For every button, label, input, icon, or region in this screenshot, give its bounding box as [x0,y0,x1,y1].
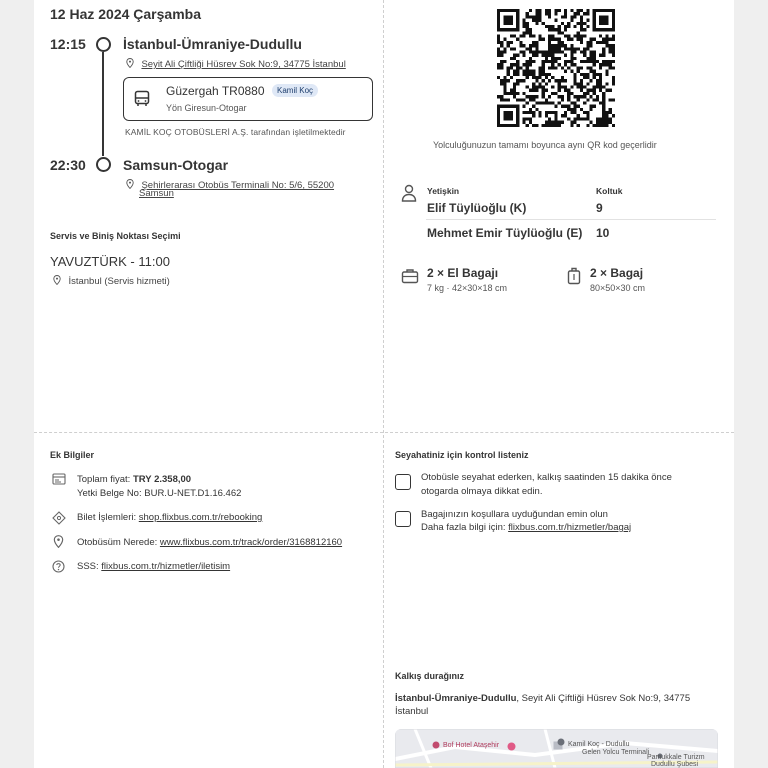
bus-icon [134,90,150,108]
operator-badge: Kamil Koç [272,84,318,97]
map-label-hotel: Bof Hotel Ataşehir [443,742,500,749]
person-icon [401,184,417,202]
route-direction: Yön Giresun-Otogar [166,103,247,113]
price-label: Toplam fiyat: [77,474,131,485]
help-icon [52,560,65,573]
service-title: Servis ve Biniş Noktası Seçimi [50,231,181,241]
map-label-pamukkale-branch: Dudullu Şubesi [651,761,699,768]
map-label-pamukkale: Pamukkale Turizm [647,754,705,761]
horizontal-divider [34,432,734,433]
departure-stop-name: İstanbul-Ümraniye-Dudullu [123,36,302,52]
passenger-header: Yetişkin [427,186,460,196]
baggage-info-link[interactable]: flixbus.com.tr/hizmetler/bagaj [508,522,632,533]
timeline-line [102,52,104,156]
hold-luggage-spec: 80×50×30 cm [590,283,646,293]
passenger-row-divider [426,219,716,220]
qr-code [497,9,615,127]
service-location: İstanbul (Servis hizmeti) [68,276,170,287]
hand-luggage-title: 2 × El Bagajı [427,266,499,280]
departure-address-row[interactable] [126,54,346,72]
passenger-name: Mehmet Emir Tüylüoğlu (E) [427,226,583,240]
passenger-name: Elif Tüylüoğlu (K) [427,201,527,215]
map-label-kamil: Kamil Koç - Dudullu [568,741,630,748]
operator-text: KAMİL KOÇ OTOBÜSLERİ A.Ş. tarafından işletilmektedir [125,127,346,137]
passenger-seat: 9 [596,201,603,215]
departure-dot [96,37,111,52]
trip-date: 12 Haz 2024 Çarşamba [50,6,201,22]
route-code: Güzergah TR0880 [166,84,265,98]
suitcase-icon [567,267,581,285]
checklist-title: Seyahatiniz için kontrol listeniz [395,450,529,460]
checklist-item-baggage-line1: Bagajınızın koşullara uyduğundan emin olun [421,509,608,520]
faq-row [77,561,230,572]
arrival-address-line1: Şehirlerarası Otobüs Terminali No: 5/6, 55200 [141,180,335,191]
faq-link[interactable]: flixbus.com.tr/hizmetler/iletisim [101,561,231,572]
hand-luggage-icon [401,268,419,284]
rebooking-link[interactable]: shop.flixbus.com.tr/rebooking [138,512,263,523]
hotel-pin-icon[interactable] [507,742,516,752]
license-number: Yetki Belge No: BUR.U-NET.D1.16.462 [77,488,242,499]
track-label: Otobüsüm Nerede: [77,537,158,548]
track-row [77,537,342,548]
hotel-marker-icon[interactable] [432,741,440,749]
faq-label: SSS: [77,561,99,572]
extra-info-title: Ek Bilgiler [50,450,95,460]
ticket-sheet [34,0,734,768]
arrival-dot [96,157,111,172]
checklist-checkbox-baggage[interactable] [395,511,411,527]
bus-stop-marker-icon[interactable] [557,738,565,746]
track-link[interactable]: www.flixbus.com.tr/track/order/3168812160 [159,537,343,548]
ticket-label: Bilet İşlemleri: [77,512,137,523]
pin-icon [53,275,61,285]
checklist-checkbox-arrival[interactable] [395,474,411,490]
checklist-item-baggage-line2 [421,522,631,533]
departure-stop-address-rest: , Seyit Ali Çiftliği Hüsrev Sok No:9, 34775 [516,693,691,704]
hand-luggage-spec: 7 kg · 42×30×18 cm [427,283,508,293]
qr-caption: Yolculuğunuzun tamamı boyunca aynı QR kod geçerlidir [433,140,657,150]
checklist-item-arrival-line2: otogarda olmaya dikkat edin. [421,486,543,497]
pin-icon [53,535,64,548]
arrival-time: 22:30 [50,157,86,173]
arrival-address-line2[interactable]: Samsun [139,188,174,199]
seat-header: Koltuk [596,186,623,196]
price-icon [52,473,66,485]
ticket-icon [52,511,66,525]
hold-luggage-title: 2 × Bagaj [590,266,644,280]
arrival-stop-name: Samsun-Otogar [123,157,229,173]
map-label-kamil-terminal: Gelen Yolcu Terminali [582,749,650,756]
price-row [77,474,191,485]
passenger-seat: 10 [596,226,610,240]
ticket-row [77,512,262,523]
pin-icon [126,179,134,189]
vertical-divider [383,0,384,768]
checklist-item-arrival-line1: Otobüsle seyahat ederken, kalkış saatinden 15 dakika önce [421,472,672,483]
baggage-info-prefix: Daha fazla bilgi için: [421,522,506,533]
departure-stop-city: İstanbul [395,706,429,717]
price-value: TRY 2.358,00 [132,474,192,485]
pin-icon [126,58,134,68]
departure-stop-name: İstanbul-Ümraniye-Dudullu [395,693,517,704]
departure-time: 12:15 [50,36,86,52]
departure-map[interactable] [395,729,718,768]
departure-stop-address [395,693,690,704]
service-name: YAVUZTÜRK - 11:00 [50,254,170,269]
departure-address: Seyit Ali Çiftliği Hüsrev Sok No:9, 34775 İstanbul [141,59,346,70]
route-box [123,77,373,121]
service-location-row [53,271,170,289]
departure-stop-title: Kalkış durağınız [395,671,465,681]
